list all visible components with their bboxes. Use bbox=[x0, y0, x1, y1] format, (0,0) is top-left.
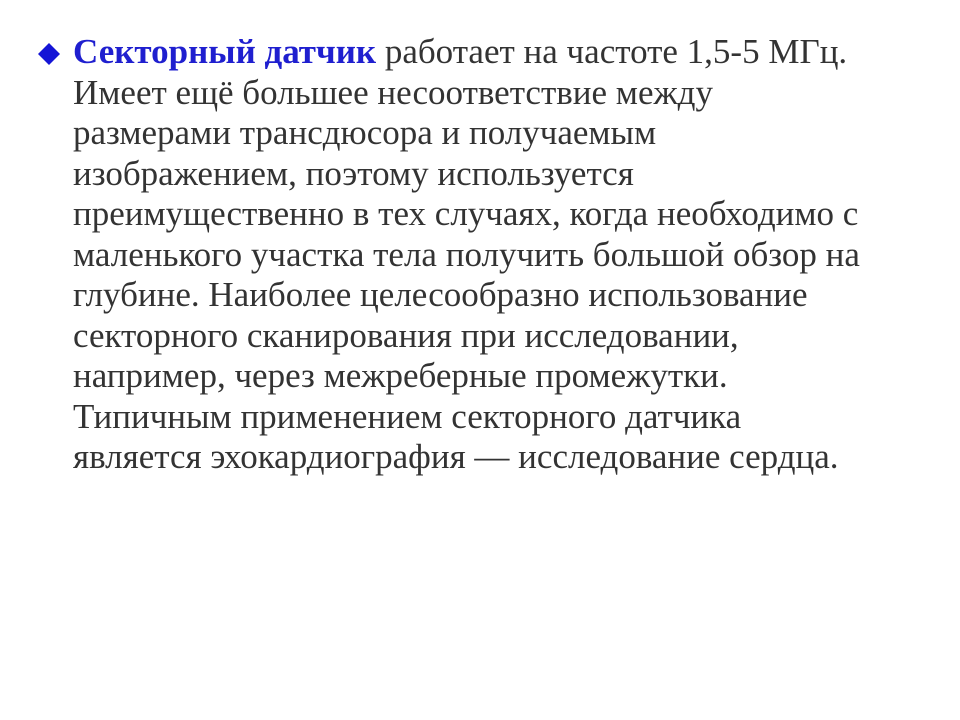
paragraph-line-11: является эхокардиография — исследование сердца. bbox=[73, 437, 839, 476]
paragraph-line-2: Имеет ещё большее несоответствие между bbox=[73, 72, 713, 112]
paragraph-line-7: глубине. Наиболее целесообразно использование bbox=[73, 275, 808, 314]
paragraph-line-3: размерами трансдюсора и получаемым bbox=[73, 113, 657, 152]
first-line-rest: работает на частоте 1,5-5 МГц. bbox=[376, 32, 848, 71]
paragraph-text bbox=[73, 32, 933, 478]
diamond-bullet-icon bbox=[38, 43, 60, 65]
paragraph-line-4: изображением, поэтому используется bbox=[73, 153, 634, 193]
term-sector-sensor: Секторный датчик bbox=[73, 32, 377, 71]
paragraph-line-6: маленького участка тела получить большой обзор на bbox=[73, 234, 860, 274]
paragraph-line-9: например, через межреберные промежутки. bbox=[73, 356, 728, 395]
paragraph-line-1 bbox=[73, 32, 933, 73]
paragraph-line-8: секторного сканирования при исследовании, bbox=[73, 315, 739, 355]
paragraph-line-10: Типичным применением секторного датчика bbox=[73, 396, 742, 436]
paragraph-line-5: преимущественно в тех случаях, когда необходимо с bbox=[73, 194, 859, 233]
